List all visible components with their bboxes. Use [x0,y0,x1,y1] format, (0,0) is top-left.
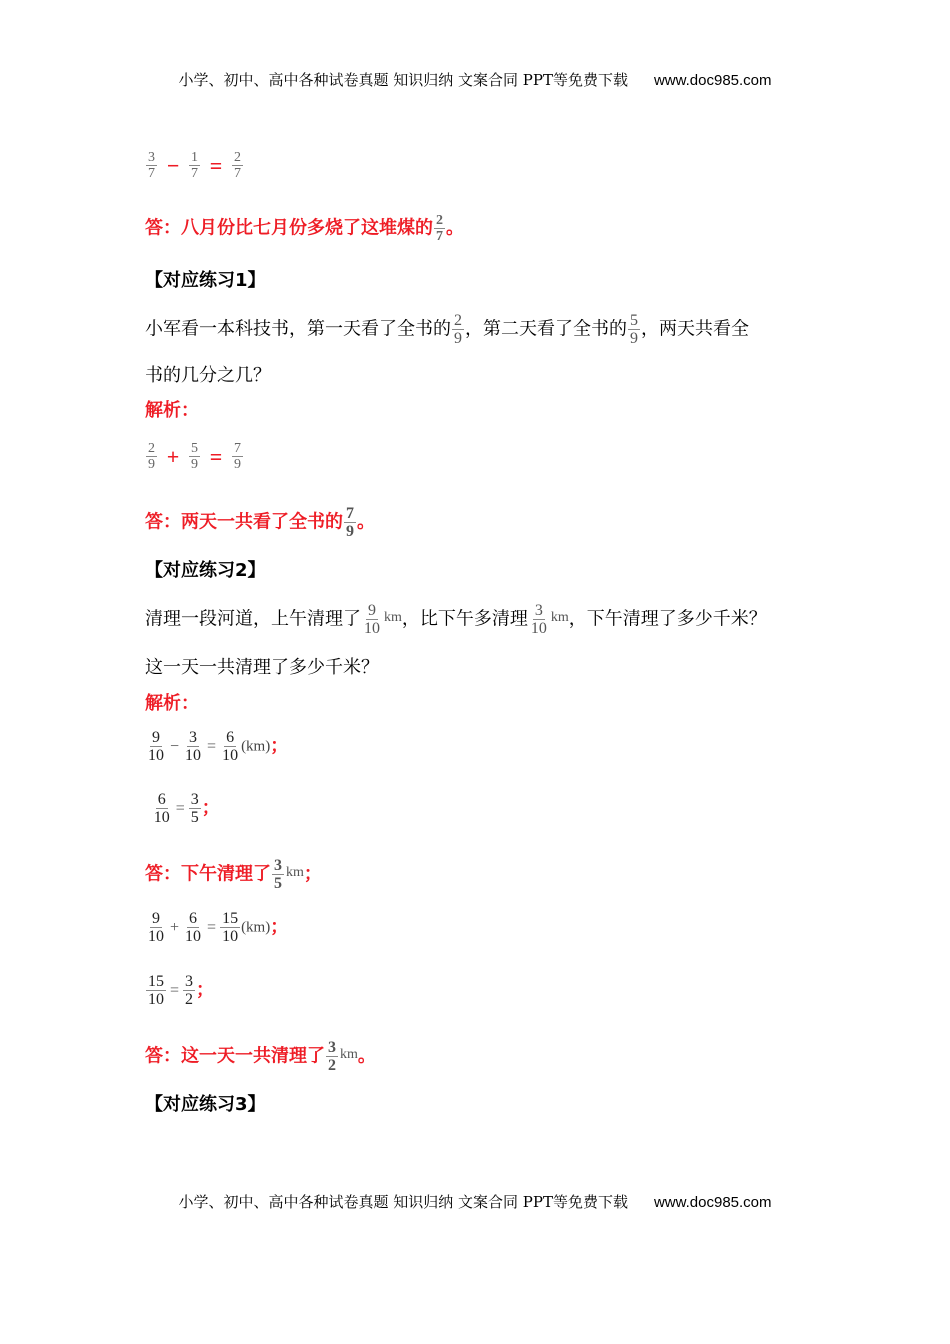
text-fragment: 9 [454,330,462,347]
text-fragment: 10 [222,747,239,764]
text-fragment: ，第二天看了全书的 [465,318,627,340]
fraction [344,505,356,540]
page-footer [0,1191,950,1212]
exercise-1-equation [145,441,244,472]
text-fragment: 2 [185,991,194,1008]
fraction [146,729,166,764]
fraction [628,312,640,347]
text-fragment: 5 [191,441,199,456]
page-header [0,69,950,90]
exercise-2-analysis-label: 解析： [145,693,199,714]
text-fragment: 5 [274,875,282,892]
text-fragment: 2 [328,1057,336,1074]
text-fragment: 3 [189,729,198,746]
text-fragment: + [170,918,180,936]
text-fragment: (km) [241,738,271,755]
fraction [183,729,203,764]
text-fragment: 2 [234,150,242,165]
text-fragment: (km) [241,919,271,936]
text-fragment: 7 [234,166,242,181]
text-fragment: km [286,864,304,880]
text-fragment: ； [201,797,220,819]
minus-sign: − [166,152,180,178]
text-fragment: 9 [630,330,638,347]
fraction [183,910,203,945]
fraction [189,441,200,472]
exercise-2-equation-2 [145,791,220,826]
text-fragment: 10 [222,928,239,945]
fraction [452,312,464,347]
text-fragment: 3 [274,857,282,874]
exercise-2-answer-2 [145,1039,376,1074]
fraction [189,150,200,181]
top-equation [145,150,244,181]
fraction [362,602,382,637]
top-answer [145,213,464,244]
header-url[interactable]: www.doc985.com [653,72,772,89]
text-fragment: 7 [436,229,443,244]
text-fragment: 3 [190,791,199,808]
fraction [220,729,240,764]
fraction [434,213,445,244]
plus-sign: + [166,443,180,469]
text-fragment: 10 [185,747,202,764]
equals-sign: = [209,443,223,469]
text-fragment: 7 [148,166,155,181]
fraction [529,602,549,637]
fraction [220,910,240,945]
text-fragment: 10 [153,809,170,826]
fraction [326,1039,338,1074]
text-fragment: 答：两天一共看了全书的 [145,511,343,533]
text-fragment: 2 [454,312,462,329]
text-fragment: km [340,1046,358,1062]
exercise-2-question-line-2: 这一天一共清理了多少千米？ [145,657,379,678]
text-fragment: 6 [226,729,235,746]
text-fragment: 10 [148,747,164,764]
text-fragment: 1 [191,150,199,165]
text-fragment: 15 [222,910,239,927]
text-fragment: 小军看一本科技书，第一天看了全书的 [145,318,451,340]
fraction [183,973,195,1008]
text-fragment: 3 [328,1039,336,1056]
text-fragment: ； [303,863,322,885]
unit-km: km [384,609,402,625]
header-text: 小学、初中、高中各种试卷真题 知识归纳 文案合同 PPT等免费下载 [178,71,628,89]
exercise-2-question-line-1 [145,602,767,637]
text-fragment: = [170,981,180,999]
text-fragment: 15 [148,973,164,990]
exercise-1-analysis-label: 解析： [145,400,199,421]
exercise-2-title: 【对应练习2】 [145,560,266,581]
text-fragment: 6 [189,910,198,927]
text-fragment: 10 [148,991,164,1008]
text-fragment: = [207,918,217,936]
exercise-2-answer-1 [145,857,322,892]
exercise-3-title: 【对应练习3】 [145,1094,266,1115]
exercise-2-equation-3 [145,910,288,945]
exercise-1-answer [145,505,375,540]
equals-sign: = [209,152,223,178]
text-fragment: ，比下午多清理 [401,608,528,630]
fraction [146,150,157,181]
text-fragment: 9 [191,457,199,472]
text-fragment: 3 [185,973,194,990]
text-fragment: 答：八月份比七月份多烧了这堆煤的 [145,217,433,239]
text-fragment: 。 [357,511,375,533]
text-fragment: 。 [357,1045,376,1067]
exercise-1-question-line-1 [145,312,749,347]
text-fragment: 7 [191,166,199,181]
text-fragment: ； [196,979,215,1001]
text-fragment: 清理一段河道，上午清理了 [145,608,361,630]
text-fragment: 10 [530,620,547,637]
text-fragment: 2 [148,441,155,456]
fraction [146,910,166,945]
text-fragment: 10 [364,620,380,637]
text-fragment: 答：下午清理了 [145,863,271,885]
text-fragment: ，两天共看全 [641,318,749,340]
text-fragment: 9 [152,910,160,927]
text-fragment: 9 [234,457,242,472]
text-fragment: − [170,737,180,755]
text-fragment: 7 [346,505,354,522]
exercise-2-equation-1 [145,729,288,764]
text-fragment: ，下午清理了多少千米？ [568,608,767,630]
text-fragment: 9 [346,523,354,540]
fraction [232,441,243,472]
footer-text: 小学、初中、高中各种试卷真题 知识归纳 文案合同 PPT等免费下载 [178,1193,628,1211]
text-fragment: 5 [630,312,638,329]
unit-km: km [550,609,569,625]
text-fragment: = [175,799,185,817]
text-fragment: 9 [368,602,376,619]
text-fragment: ； [270,916,289,938]
fraction [146,441,157,472]
text-fragment: ； [270,735,289,757]
fraction [152,791,172,826]
text-fragment: 10 [148,928,164,945]
text-fragment: 2 [436,213,443,228]
footer-url[interactable]: www.doc985.com [653,1194,772,1211]
text-fragment: = [207,737,217,755]
text-fragment: 7 [234,441,242,456]
text-fragment: 10 [185,928,202,945]
exercise-1-title: 【对应练习1】 [145,270,266,291]
fraction [189,791,201,826]
text-fragment: 。 [446,217,464,239]
text-fragment: 答：这一天一共清理了 [145,1045,325,1067]
text-fragment: 9 [148,457,155,472]
text-fragment: 3 [148,150,155,165]
text-fragment: 3 [534,602,543,619]
text-fragment: 5 [190,809,199,826]
text-fragment: 9 [152,729,160,746]
exercise-2-equation-4 [145,973,214,1008]
fraction [272,857,284,892]
fraction [146,973,166,1008]
text-fragment: 6 [157,791,166,808]
exercise-1-question-line-2: 书的几分之几？ [145,365,271,386]
fraction [232,150,243,181]
